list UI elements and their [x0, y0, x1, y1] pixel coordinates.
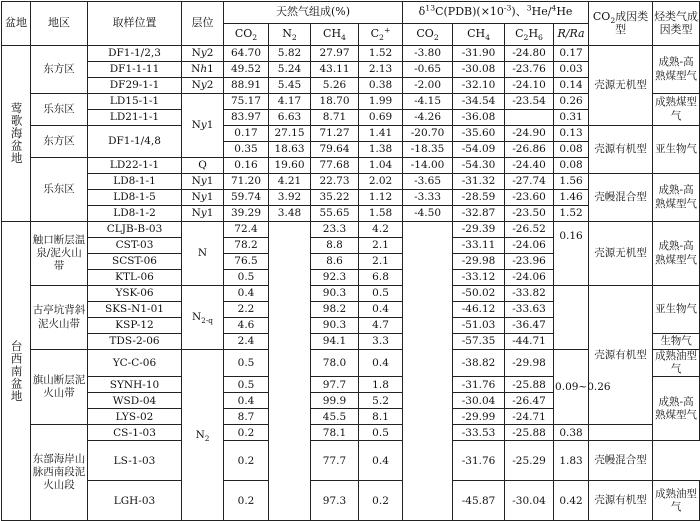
- d13c-c2h6-cell: -44.71: [505, 334, 554, 350]
- ch4-cell: 92.3: [311, 270, 359, 286]
- hc-type-cell: 成熟油型气: [653, 481, 700, 521]
- location-cell: WSD-04: [88, 393, 182, 409]
- d13c-ch4-cell: -32.10: [453, 78, 505, 94]
- c2plus-cell: 2.1: [359, 254, 403, 270]
- co2-cell: 0.4: [224, 393, 269, 409]
- d13c-c2h6-cell: -23.50: [505, 206, 554, 222]
- c2plus-cell: 6.8: [359, 270, 403, 286]
- d13c-ch4-cell: -30.08: [453, 62, 505, 78]
- header-location: 取样位置: [88, 2, 182, 46]
- layer-cell: Q: [182, 158, 224, 174]
- d13c-c2h6-cell: -23.54: [505, 94, 554, 110]
- d13c-ch4-cell: -36.08: [453, 110, 505, 126]
- co2-cell: 0.2: [224, 481, 269, 521]
- rra-cell: 0.14: [554, 78, 589, 94]
- d13c-ch4-cell: -31.76: [453, 377, 505, 393]
- table-row: [2, 425, 700, 441]
- d13c-c2h6-cell: -24.06: [505, 238, 554, 254]
- co2-cell: 0.5: [224, 270, 269, 286]
- ch4-cell: 77.68: [311, 158, 359, 174]
- co2-cell: 2.2: [224, 302, 269, 318]
- n2-cell: [269, 222, 311, 521]
- hc-type-cell: 成熟-高熟煤型气: [653, 222, 700, 286]
- d13c-c2h6-cell: -33.63: [505, 302, 554, 318]
- layer-cell: Ny1: [182, 206, 224, 222]
- ch4-cell: 77.7: [311, 441, 359, 481]
- rra-cell: 0.13: [554, 126, 589, 142]
- ch4-cell: 27.97: [311, 46, 359, 62]
- hc-type-cell: 成熟-高熟煤型气: [653, 174, 700, 222]
- d13c-co2-cell: -2.00: [403, 78, 453, 94]
- area-cell: 乐东区: [31, 158, 88, 222]
- area-cell: 东部海岸山脉西南段泥火山段: [31, 425, 88, 521]
- header-d13c-co2: $CO_2$: [403, 24, 453, 46]
- n2-cell: 18.63: [269, 142, 311, 158]
- location-cell: CS-1-03: [88, 425, 182, 441]
- d13c-c2h6-cell: -36.47: [505, 318, 554, 334]
- rra-cell: 0.16: [554, 222, 589, 286]
- co2-cell: 78.2: [224, 238, 269, 254]
- c2plus-cell: 3.3: [359, 334, 403, 350]
- n2-cell: 19.60: [269, 158, 311, 174]
- co2-cell: 0.35: [224, 142, 269, 158]
- co2-type-cell: 壳源有机型: [589, 286, 653, 425]
- co2-type-cell: 壳源有机型: [589, 126, 653, 174]
- c2plus-cell: 1.12: [359, 190, 403, 206]
- layer-cell: Ny1: [182, 94, 224, 158]
- area-cell: 东方区: [31, 46, 88, 94]
- ch4-cell: 78.1: [311, 425, 359, 441]
- c2plus-cell: 1.8: [359, 377, 403, 393]
- location-cell: LD8-1-2: [88, 206, 182, 222]
- gas-composition-table: [1, 1, 700, 521]
- hc-type-cell: 成熟煤型气: [653, 94, 700, 126]
- d13c-co2-cell: [403, 222, 453, 521]
- n2-cell: 5.45: [269, 78, 311, 94]
- layer-cell: Ny1: [182, 174, 224, 190]
- location-cell: LGH-03: [88, 481, 182, 521]
- co2-cell: 76.5: [224, 254, 269, 270]
- d13c-co2-cell: -0.65: [403, 62, 453, 78]
- d13c-c2h6-cell: -23.76: [505, 62, 554, 78]
- d13c-c2h6-cell: -26.47: [505, 393, 554, 409]
- header-rra: R/Ra: [554, 24, 589, 46]
- c2plus-cell: 8.1: [359, 409, 403, 425]
- ch4-cell: 94.1: [311, 334, 359, 350]
- n2-cell: 6.63: [269, 110, 311, 126]
- d13c-ch4-cell: -29.39: [453, 222, 505, 238]
- co2-cell: 0.17: [224, 126, 269, 142]
- ch4-cell: 8.71: [311, 110, 359, 126]
- rra-cell: 0.17: [554, 46, 589, 62]
- c2plus-cell: 0.5: [359, 425, 403, 441]
- co2-cell: 75.17: [224, 94, 269, 110]
- layer-cell: $N_{2-q}$: [182, 286, 224, 350]
- rra-cell: 1.56: [554, 174, 589, 190]
- d13c-ch4-cell: -35.60: [453, 126, 505, 142]
- basin-cell: 莺歌海盆地: [2, 46, 31, 222]
- layer-cell: Ny1: [182, 190, 224, 206]
- d13c-c2h6-cell: [505, 110, 554, 126]
- c2plus-cell: 0.69: [359, 110, 403, 126]
- ch4-cell: 43.11: [311, 62, 359, 78]
- location-cell: TDS-2-06: [88, 334, 182, 350]
- co2-cell: 64.70: [224, 46, 269, 62]
- d13c-ch4-cell: -31.90: [453, 46, 505, 62]
- ch4-cell: 45.5: [311, 409, 359, 425]
- location-cell: LS-1-03: [88, 441, 182, 481]
- hc-type-cell: 成熟-高熟煤型气: [653, 46, 700, 94]
- c2plus-cell: 0.38: [359, 78, 403, 94]
- d13c-c2h6-cell: -24.90: [505, 126, 554, 142]
- header-d13c-ch4: $CH_4$: [453, 24, 505, 46]
- d13c-c2h6-cell: -23.60: [505, 190, 554, 206]
- location-cell: SYNH-10: [88, 377, 182, 393]
- c2plus-cell: 0.4: [359, 350, 403, 377]
- ch4-cell: 22.73: [311, 174, 359, 190]
- header-d13c-c2h6: $C_2H_6$: [505, 24, 554, 46]
- co2-cell: 0.5: [224, 350, 269, 377]
- basin-cell: 台西南盆地: [2, 222, 31, 521]
- d13c-co2-cell: -3.65: [403, 174, 453, 190]
- table-row: [2, 126, 700, 142]
- layer-cell: Ny2: [182, 46, 224, 62]
- co2-cell: 88.91: [224, 78, 269, 94]
- d13c-c2h6-cell: -24.71: [505, 409, 554, 425]
- table-row: [2, 222, 700, 238]
- d13c-ch4-cell: -28.59: [453, 190, 505, 206]
- d13c-ch4-cell: -32.87: [453, 206, 505, 222]
- c2plus-cell: 4.7: [359, 318, 403, 334]
- co2-cell: 8.7: [224, 409, 269, 425]
- d13c-ch4-cell: -50.02: [453, 286, 505, 302]
- header-composition: 天然气组成(%): [224, 2, 403, 24]
- hc-type-cell: 成熟-高熟煤型气: [653, 377, 700, 441]
- c2plus-cell: 1.58: [359, 206, 403, 222]
- layer-cell: $N_2$: [182, 350, 224, 521]
- location-cell: SCST-06: [88, 254, 182, 270]
- location-cell: KTL-06: [88, 270, 182, 286]
- d13c-c2h6-cell: -24.40: [505, 158, 554, 174]
- rra-cell: 0.26: [554, 94, 589, 110]
- table-row: [2, 286, 700, 302]
- header-area: 地区: [31, 2, 88, 46]
- d13c-co2-cell: -20.70: [403, 126, 453, 142]
- hc-type-cell: 亚生物气: [653, 286, 700, 334]
- location-cell: LD21-1-1: [88, 110, 182, 126]
- co2-cell: 71.20: [224, 174, 269, 190]
- d13c-ch4-cell: -29.99: [453, 409, 505, 425]
- layer-cell: Nh1: [182, 62, 224, 78]
- c2plus-cell: 1.52: [359, 46, 403, 62]
- table-row: [2, 441, 700, 481]
- d13c-c2h6-cell: -26.52: [505, 222, 554, 238]
- co2-cell: 0.4: [224, 286, 269, 302]
- ch4-cell: 99.9: [311, 393, 359, 409]
- c2plus-cell: 1.41: [359, 126, 403, 142]
- d13c-c2h6-cell: -29.98: [505, 350, 554, 377]
- co2-cell: 49.52: [224, 62, 269, 78]
- d13c-co2-cell: -4.26: [403, 110, 453, 126]
- area-cell: 旗山断层泥火山带: [31, 350, 88, 425]
- ch4-cell: 18.70: [311, 94, 359, 110]
- ch4-cell: 8.6: [311, 254, 359, 270]
- ch4-cell: 8.8: [311, 238, 359, 254]
- co2-cell: 2.4: [224, 334, 269, 350]
- rra-cell: 0.31: [554, 110, 589, 126]
- area-cell: 东方区: [31, 126, 88, 158]
- ch4-cell: 97.7: [311, 377, 359, 393]
- co2-type-cell: 壳源有机型: [589, 481, 653, 521]
- location-cell: KSP-12: [88, 318, 182, 334]
- c2plus-cell: 0.2: [359, 481, 403, 521]
- d13c-c2h6-cell: -30.04: [505, 481, 554, 521]
- header-co2: $CO_2$: [224, 24, 269, 46]
- ch4-cell: 71.27: [311, 126, 359, 142]
- c2plus-cell: 0.4: [359, 302, 403, 318]
- d13c-c2h6-cell: -26.86: [505, 142, 554, 158]
- area-cell: 乐东区: [31, 94, 88, 126]
- c2plus-cell: 0.5: [359, 286, 403, 302]
- ch4-cell: 90.3: [311, 286, 359, 302]
- d13c-ch4-cell: -45.87: [453, 481, 505, 521]
- ch4-cell: 35.22: [311, 190, 359, 206]
- n2-cell: 3.48: [269, 206, 311, 222]
- header-c2plus: $C_2^+$: [359, 24, 403, 46]
- d13c-c2h6-cell: -24.10: [505, 78, 554, 94]
- d13c-co2-cell: -3.80: [403, 46, 453, 62]
- co2-cell: 83.97: [224, 110, 269, 126]
- d13c-co2-cell: -4.50: [403, 206, 453, 222]
- area-cell: 触口断层温泉/泥火山带: [31, 222, 88, 286]
- hc-type-cell: 亚生物气: [653, 126, 700, 174]
- d13c-ch4-cell: -30.04: [453, 393, 505, 409]
- location-cell: CLJB-B-03: [88, 222, 182, 238]
- d13c-co2-cell: -4.15: [403, 94, 453, 110]
- location-cell: LYS-02: [88, 409, 182, 425]
- layer-cell: Ny2: [182, 78, 224, 94]
- co2-type-cell: 壳源无机型: [589, 222, 653, 286]
- location-cell: LD22-1-1: [88, 158, 182, 174]
- d13c-ch4-cell: -54.09: [453, 142, 505, 158]
- co2-cell: 59.74: [224, 190, 269, 206]
- d13c-c2h6-cell: -23.96: [505, 254, 554, 270]
- d13c-co2-cell: -14.00: [403, 158, 453, 174]
- co2-cell: 0.2: [224, 441, 269, 481]
- n2-cell: 5.82: [269, 46, 311, 62]
- layer-cell: N: [182, 222, 224, 286]
- location-cell: YC-C-06: [88, 350, 182, 377]
- table-row: [2, 46, 700, 62]
- n2-cell: 3.92: [269, 190, 311, 206]
- table-row: [2, 481, 700, 521]
- location-cell: CST-03: [88, 238, 182, 254]
- c2plus-cell: 2.13: [359, 62, 403, 78]
- location-cell: SKS-N1-01: [88, 302, 182, 318]
- d13c-co2-cell: -3.33: [403, 190, 453, 206]
- ch4-cell: 97.3: [311, 481, 359, 521]
- d13c-ch4-cell: -33.12: [453, 270, 505, 286]
- rra-cell: 1.46: [554, 190, 589, 206]
- rra-cell: 0.03: [554, 62, 589, 78]
- location-cell: DF29-1-1: [88, 78, 182, 94]
- d13c-ch4-cell: -46.12: [453, 302, 505, 318]
- d13c-ch4-cell: -33.11: [453, 238, 505, 254]
- rra-cell: 0.09~0.26: [554, 350, 589, 425]
- header-layer: 层位: [182, 2, 224, 46]
- co2-cell: 4.6: [224, 318, 269, 334]
- d13c-c2h6-cell: -27.74: [505, 174, 554, 190]
- d13c-c2h6-cell: -33.82: [505, 286, 554, 302]
- co2-cell: 0.2: [224, 425, 269, 441]
- co2-type-cell: 壳源无机型: [589, 46, 653, 126]
- d13c-ch4-cell: -54.30: [453, 158, 505, 174]
- hc-type-cell: 生物气: [653, 334, 700, 350]
- co2-type-cell: 壳幔混合型: [589, 174, 653, 222]
- hc-type-cell: 成熟油型气: [653, 350, 700, 377]
- ch4-cell: 23.3: [311, 222, 359, 238]
- location-cell: DF1-1/4,8: [88, 126, 182, 158]
- header-basin: 盆地: [2, 2, 31, 46]
- d13c-c2h6-cell: -24.80: [505, 46, 554, 62]
- co2-cell: 39.29: [224, 206, 269, 222]
- location-cell: DF1-1-11: [88, 62, 182, 78]
- ch4-cell: 79.64: [311, 142, 359, 158]
- d13c-ch4-cell: -34.54: [453, 94, 505, 110]
- n2-cell: 4.17: [269, 94, 311, 110]
- d13c-c2h6-cell: -25.88: [505, 377, 554, 393]
- location-cell: YSK-06: [88, 286, 182, 302]
- d13c-ch4-cell: -31.76: [453, 441, 505, 481]
- co2-cell: 0.5: [224, 377, 269, 393]
- d13c-ch4-cell: -31.32: [453, 174, 505, 190]
- header-n2: $N_2$: [269, 24, 311, 46]
- c2plus-cell: 2.02: [359, 174, 403, 190]
- rra-cell: 0.08: [554, 158, 589, 174]
- c2plus-cell: 0.4: [359, 441, 403, 481]
- rra-cell: [554, 286, 589, 350]
- d13c-ch4-cell: -33.53: [453, 425, 505, 441]
- ch4-cell: 90.3: [311, 318, 359, 334]
- ch4-cell: 5.26: [311, 78, 359, 94]
- ch4-cell: 98.2: [311, 302, 359, 318]
- location-cell: LD15-1-1: [88, 94, 182, 110]
- header-isotope: $\delta^{13}C(PDB)(\times 10^{-3})$、$^3$He/$^4$He: [403, 2, 589, 24]
- n2-cell: 5.24: [269, 62, 311, 78]
- rra-cell: 0.42: [554, 481, 589, 521]
- c2plus-cell: 4.2: [359, 222, 403, 238]
- c2plus-cell: 1.99: [359, 94, 403, 110]
- header-co2-type: $CO_2$成因类型: [589, 2, 653, 46]
- d13c-ch4-cell: -29.98: [453, 254, 505, 270]
- d13c-ch4-cell: -57.35: [453, 334, 505, 350]
- c2plus-cell: 1.04: [359, 158, 403, 174]
- d13c-c2h6-cell: -24.06: [505, 270, 554, 286]
- d13c-c2h6-cell: -25.29: [505, 441, 554, 481]
- rra-cell: 1.83: [554, 441, 589, 481]
- co2-cell: 0.16: [224, 158, 269, 174]
- d13c-ch4-cell: -38.82: [453, 350, 505, 377]
- ch4-cell: 78.0: [311, 350, 359, 377]
- area-cell: 古亭坑背斜泥火山带: [31, 286, 88, 350]
- rra-cell: 1.52: [554, 206, 589, 222]
- co2-type-cell: 壳幔混合型: [589, 441, 653, 481]
- table-row: [2, 174, 700, 190]
- n2-cell: 4.21: [269, 174, 311, 190]
- c2plus-cell: 1.38: [359, 142, 403, 158]
- location-cell: LD8-1-1: [88, 174, 182, 190]
- rra-cell: 0.38: [554, 425, 589, 441]
- rra-cell: 0.08: [554, 142, 589, 158]
- d13c-co2-cell: -18.35: [403, 142, 453, 158]
- c2plus-cell: 2.1: [359, 238, 403, 254]
- location-cell: LD8-1-5: [88, 190, 182, 206]
- ch4-cell: 55.65: [311, 206, 359, 222]
- co2-cell: 72.4: [224, 222, 269, 238]
- header-hc-type: 烃类气成因类型: [653, 2, 700, 46]
- header-ch4: $CH_4$: [311, 24, 359, 46]
- n2-cell: 27.15: [269, 126, 311, 142]
- location-cell: DF1-1/2,3: [88, 46, 182, 62]
- d13c-c2h6-cell: -25.88: [505, 425, 554, 441]
- d13c-ch4-cell: -51.03: [453, 318, 505, 334]
- c2plus-cell: 5.2: [359, 393, 403, 409]
